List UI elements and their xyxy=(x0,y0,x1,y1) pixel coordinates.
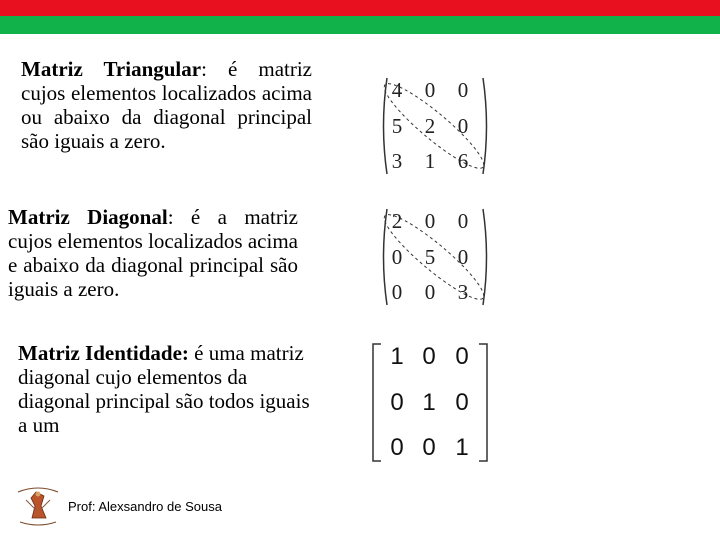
footer-author: Prof: Alexsandro de Sousa xyxy=(68,499,222,514)
triangular-title: Matriz Triangular xyxy=(21,57,202,81)
cell-r3c2: 1 xyxy=(424,149,436,173)
diagonal-text: : é a matriz cujos elementos localizados acima e abaixo da diagonal principal são iguais a zero. xyxy=(8,205,298,301)
triangular-text: : é matriz cujos elementos localizados acima ou abaixo da diagonal principal são iguais a zero. xyxy=(21,57,313,153)
cell-r3c2: 0 xyxy=(424,280,436,304)
cell-r2c2: 2 xyxy=(424,114,436,138)
school-logo-icon xyxy=(14,484,62,528)
diagonal-matrix xyxy=(380,205,490,309)
cell-r1c3: 0 xyxy=(457,78,469,102)
cell-r3c1: 0 xyxy=(390,434,404,461)
triangular-definition xyxy=(21,57,312,153)
cell-r3c2: 0 xyxy=(422,434,436,461)
cell-r1c3: 0 xyxy=(455,343,469,370)
cell-r1c3: 0 xyxy=(457,209,469,233)
cell-r2c3: 0 xyxy=(457,245,469,269)
top-red-stripe xyxy=(0,0,720,16)
cell-r1c2: 0 xyxy=(422,343,436,370)
identity-title: Matriz Identidade: xyxy=(18,341,189,365)
cell-r2c1: 5 xyxy=(391,114,403,138)
cell-r1c1: 2 xyxy=(391,209,403,233)
cell-r1c2: 0 xyxy=(424,78,436,102)
identity-definition xyxy=(18,341,314,437)
identity-text: é uma matriz diagonal cujo elementos da diagonal principal são todos iguais a um xyxy=(18,341,310,437)
cell-r2c3: 0 xyxy=(455,389,469,416)
cell-r3c3: 6 xyxy=(457,149,469,173)
cell-r1c2: 0 xyxy=(424,209,436,233)
cell-r3c3: 3 xyxy=(457,280,469,304)
cell-r3c3: 1 xyxy=(455,434,469,461)
cell-r2c1: 0 xyxy=(391,245,403,269)
cell-r2c3: 0 xyxy=(457,114,469,138)
cell-r1c1: 1 xyxy=(390,343,404,370)
top-green-stripe xyxy=(0,16,720,34)
cell-r2c2: 5 xyxy=(424,245,436,269)
cell-r1c1: 4 xyxy=(391,78,403,102)
cell-r3c1: 0 xyxy=(391,280,403,304)
cell-r3c1: 3 xyxy=(391,149,403,173)
cell-r2c1: 0 xyxy=(390,389,404,416)
cell-r2c2: 1 xyxy=(422,389,436,416)
identity-matrix xyxy=(371,343,489,463)
triangular-matrix xyxy=(380,74,490,178)
diagonal-title: Matriz Diagonal xyxy=(8,205,168,229)
diagonal-definition xyxy=(8,205,298,301)
